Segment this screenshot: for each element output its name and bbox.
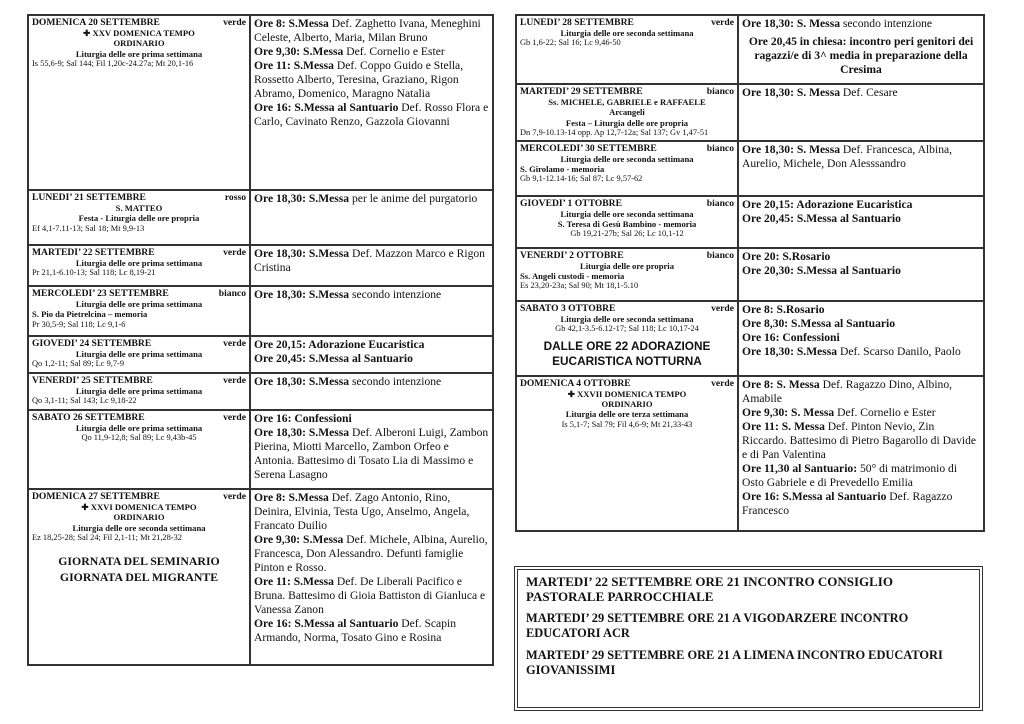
liturgy-line: ✚ XXVII DOMENICA TEMPO	[567, 388, 687, 399]
mass-intention: Def. Cornelio e Ester	[834, 405, 936, 419]
liturgy-line: Liturgia delle ore seconda settimana	[560, 153, 694, 164]
readings-ref: Is 5,1-7; Sal 79; Fil 4,6-9; Mt 21,33-43	[561, 419, 693, 429]
mass-intention: Def. Scarso Danilo, Paolo	[837, 344, 961, 358]
mass-intention: secondo intenzione	[840, 17, 933, 30]
mass-schedule	[738, 376, 984, 531]
day-header	[32, 491, 246, 502]
day-row	[516, 301, 984, 376]
readings-ref: Qo 11,9-12,8; Sal 89; Lc 9,43b-45	[81, 433, 197, 443]
liturgy-line: S. MATTEO	[115, 203, 163, 213]
liturgy-line: Liturgia delle ore prima settimana	[75, 258, 203, 268]
mass-schedule	[250, 373, 493, 410]
liturgy-line: Liturgia delle ore seconda settimana	[72, 522, 206, 533]
readings-ref: Gb 1,6-22; Sal 16; Lc 9,46-50	[520, 38, 621, 48]
day-row	[516, 15, 984, 84]
mass-schedule	[250, 245, 493, 286]
mass-time: Ore 18,30: S. Messa	[742, 17, 840, 30]
day-header	[32, 375, 246, 386]
liturgy-line: S. Teresa di Gesù Bambino - memoria	[557, 219, 697, 230]
mass-entry	[742, 143, 980, 171]
day-info	[516, 376, 738, 531]
event-title: DALLE ORE 22 ADORAZIONE	[543, 339, 711, 354]
day-name: LUNEDI’ 21 SETTEMBRE	[32, 192, 146, 203]
day-info	[516, 301, 738, 376]
liturgy-line: Liturgia delle ore prima settimana	[75, 423, 203, 433]
event-title: GIORNATA DEL MIGRANTE	[59, 569, 219, 584]
day-header	[520, 198, 734, 209]
mass-time: Ore 18,30: S.Messa	[254, 192, 350, 205]
mass-intention: Def. Mazzon Marco e Rigon Cristina	[254, 247, 485, 274]
day-name: GIOVEDI’ 1 OTTOBRE	[520, 197, 622, 209]
memo-line: S. Girolamo - memoria	[520, 164, 605, 175]
day-row	[28, 245, 493, 286]
mass-entry	[742, 303, 980, 317]
liturgy-line: Festa - Liturgia delle ore propria	[78, 213, 200, 224]
mass-entry	[254, 617, 489, 645]
liturgy-line: Liturgia delle ore propria	[580, 260, 674, 271]
calendar-table-left	[27, 14, 494, 666]
day-info	[28, 190, 250, 245]
mass-time: Ore 18,30: S. Messa	[742, 142, 840, 156]
day-name: MERCOLEDI’ 23 SETTEMBRE	[32, 288, 169, 299]
mass-entry	[742, 378, 980, 406]
day-row	[516, 196, 984, 248]
mass-time: Ore 16: Confessioni	[742, 330, 840, 344]
day-header	[520, 17, 734, 28]
mass-entry	[742, 250, 980, 264]
mass-time: Ore 16: S.Messa al Santuario	[742, 489, 887, 503]
liturgical-color: verde	[223, 17, 246, 28]
mass-time: Ore 18,30: S.Messa	[254, 375, 350, 388]
day-name: DOMENICA 27 SETTEMBRE	[32, 491, 160, 502]
day-info	[28, 286, 250, 336]
mass-time: Ore 11: S.Messa	[254, 59, 334, 72]
mass-time: Ore 11,30 al Santuario:	[742, 461, 858, 475]
liturgy-line: ✚ XXV DOMENICA TEMPO	[83, 28, 195, 38]
day-row	[28, 286, 493, 336]
mass-entry	[254, 45, 489, 59]
liturgical-color: bianco	[706, 249, 734, 261]
mass-entry	[742, 331, 980, 345]
day-info	[516, 15, 738, 84]
liturgy-line: ✚ XXVI DOMENICA TEMPO	[81, 502, 197, 512]
mass-time: Ore 18,30: S.Messa	[254, 247, 350, 260]
mass-entry	[254, 247, 489, 275]
day-row	[28, 190, 493, 245]
mass-time: Ore 20,45: S.Messa al Santuario	[254, 352, 413, 365]
liturgical-color: bianco	[706, 142, 734, 154]
mass-entry	[254, 192, 489, 206]
mass-intention: Def. Cornelio e Ester	[343, 45, 445, 58]
liturgical-color: bianco	[706, 197, 734, 209]
mass-time: Ore 11: S. Messa	[742, 419, 825, 433]
mass-intention: Def. Ragazzo Francesco	[742, 489, 953, 517]
notice-text: MARTEDI’ 29 SETTEMBRE ORE 21 A LIMENA INCONTRO EDUCATORI GIOVANISSIMI	[526, 648, 943, 677]
mass-time: Ore 20,30: S.Messa al Santuario	[742, 263, 901, 277]
liturgy-line: Liturgia delle ore prima settimana	[75, 386, 203, 396]
mass-intention: Def. Francesca, Albina, Aurelio, Michele, Don Alesssandro	[742, 142, 953, 170]
day-name: MERCOLEDI’ 30 SETTEMBRE	[520, 142, 657, 154]
day-header	[520, 378, 734, 389]
mass-entry	[742, 198, 980, 212]
day-info	[516, 141, 738, 196]
mass-schedule	[738, 301, 984, 376]
mass-entry	[254, 288, 489, 302]
day-header	[32, 17, 246, 28]
mass-entry	[254, 412, 489, 426]
liturgical-color: bianco	[218, 288, 246, 299]
mass-entry	[254, 375, 489, 389]
day-name: DOMENICA 4 OTTOBRE	[520, 377, 631, 389]
liturgy-line: ORDINARIO	[601, 399, 653, 410]
liturgical-color: verde	[711, 17, 734, 28]
mass-intention: Def. Alberoni Luigi, Zambon Pierina, Miotti Marcello, Zambon Orfeo e Antonia. Battesimo di Tosato Lia di Massimo e Serena Lasagno	[254, 426, 489, 481]
mass-intention: Def. Pinton Nevio, Zin Riccardo. Battesimo di Pietro Bagarollo di Davide e di Pan Valentina	[742, 419, 977, 461]
liturgy-line: Liturgia delle ore seconda settimana	[560, 208, 694, 219]
liturgy-line: Liturgia delle ore seconda settimana	[560, 28, 694, 38]
mass-time: Ore 8: S.Messa	[254, 17, 329, 30]
mass-schedule	[250, 286, 493, 336]
day-info	[516, 84, 738, 141]
day-name: SABATO 26 SETTEMBRE	[32, 412, 145, 423]
mass-time: Ore 8,30: S.Messa al Santuario	[742, 316, 896, 330]
day-header	[32, 338, 246, 349]
day-header	[520, 303, 734, 314]
mass-intention: 50° di matrimonio di Osto Gabriele e di Prevedello Emilia	[742, 461, 958, 489]
mass-schedule	[250, 489, 493, 665]
mass-schedule	[738, 15, 984, 84]
mass-time: Ore 20,15: Adorazione Eucaristica	[254, 338, 425, 351]
mass-entry	[742, 86, 980, 100]
mass-time: Ore 8: S. Messa	[742, 377, 820, 391]
liturgical-color: verde	[223, 247, 246, 258]
event-title: EUCARISTICA NOTTURNA	[552, 354, 702, 369]
mass-entry	[254, 426, 489, 482]
mass-time: Ore 9,30: S. Messa	[742, 405, 835, 419]
mass-time: Ore 18,30: S. Messa	[742, 86, 840, 99]
readings-ref: Qo 3,1-11; Sal 143; Lc 9,18-22	[32, 396, 137, 406]
day-row	[28, 373, 493, 410]
day-name: SABATO 3 OTTOBRE	[520, 302, 616, 314]
mass-entry	[742, 462, 980, 490]
mass-intention: Def. Cesare	[840, 86, 898, 99]
mass-schedule	[738, 141, 984, 196]
mass-entry	[742, 406, 980, 420]
day-info	[28, 373, 250, 410]
day-name: LUNEDI’ 28 SETTEMBRE	[520, 17, 634, 28]
mass-intention: Def. Coppo Guido e Stella, Rossetto Alberto, Teresina, Graziano, Rigon Abramo, Domenico, Maragno Natalia	[254, 59, 464, 100]
memo-line: S. Pio da Pietrelcina – memoria	[32, 309, 148, 320]
liturgy-line: Ss. MICHELE, GABRIELE e RAFFAELE	[548, 97, 706, 107]
mass-entry	[254, 575, 489, 617]
day-row	[516, 376, 984, 531]
liturgy-line: Liturgia delle ore prima settimana	[75, 48, 203, 59]
mass-time: Ore 16: S.Messa al Santuario	[254, 617, 399, 630]
mass-entry	[742, 264, 980, 278]
mass-time: Ore 8: S.Rosario	[742, 302, 825, 316]
readings-ref: Gb 19,21-27b; Sal 26; Lc 10,1-12	[570, 229, 684, 239]
liturgy-line: Arcangeli	[609, 107, 645, 118]
liturgy-line: ORDINARIO	[113, 38, 165, 49]
day-info	[516, 248, 738, 301]
mass-entry	[254, 352, 489, 366]
day-name: GIOVEDI’ 24 SETTEMBRE	[32, 338, 152, 349]
day-info	[28, 489, 250, 665]
mass-intention: Def. Michele, Albina, Aurelio, Francesca, Don Alessandro. Defunti famiglie Pinton e Rosso.	[254, 533, 488, 574]
liturgy-line: Liturgia delle ore prima settimana	[75, 349, 203, 359]
day-header	[520, 143, 734, 154]
mass-schedule	[738, 248, 984, 301]
liturgical-color: verde	[711, 377, 734, 389]
day-info	[516, 196, 738, 248]
mass-schedule	[738, 196, 984, 248]
liturgy-line: Festa – Liturgia delle ore propria	[565, 117, 689, 128]
memo-line: Ss. Angeli custodi - memoria	[520, 271, 625, 282]
mass-entry	[742, 317, 980, 331]
mass-time: Ore 20,45: S.Messa al Santuario	[742, 211, 901, 225]
mass-time: Ore 11: S.Messa	[254, 575, 334, 588]
day-info	[28, 336, 250, 373]
mass-entry	[254, 17, 489, 45]
day-header	[520, 250, 734, 261]
day-header	[32, 288, 246, 299]
mass-intention: Def. Zago Antonio, Rino, Deinira, Elvinia, Testa Ugo, Anselmo, Angela, Francato Duilio	[254, 491, 470, 532]
mass-entry	[742, 345, 980, 359]
mass-schedule	[250, 336, 493, 373]
mass-entry	[254, 491, 489, 533]
mass-intention: per le anime del purgatorio	[349, 192, 478, 205]
day-name: MARTEDI’ 22 SETTEMBRE	[32, 247, 155, 258]
day-header	[32, 247, 246, 258]
mass-schedule	[250, 15, 493, 190]
mass-schedule	[738, 84, 984, 141]
mass-time: Ore 9,30: S.Messa	[254, 45, 344, 58]
mass-schedule	[250, 190, 493, 245]
day-info	[28, 245, 250, 286]
day-name: VENERDI’ 25 SETTEMBRE	[32, 375, 153, 386]
mass-time: Ore 16: Confessioni	[254, 412, 352, 425]
day-header	[520, 86, 734, 97]
notice-box	[517, 569, 980, 708]
mass-intention: secondo intenzione	[349, 288, 442, 301]
notice-text: MARTEDI’ 29 SETTEMBRE ORE 21 A VIGODARZERE INCONTRO EDUCATORI ACR	[526, 611, 909, 640]
mass-time: Ore 9,30: S.Messa	[254, 533, 344, 546]
mass-intention: Def. Zaghetto Ivana, Meneghini Celeste, Alberto, Maria, Milan Bruno	[254, 17, 481, 44]
day-name: MARTEDI’ 29 SETTEMBRE	[520, 86, 643, 97]
mass-entry	[254, 59, 489, 101]
mass-intention: Def. Scapin Armando, Norma, Tosato Gino e Rosina	[254, 617, 457, 644]
day-row	[516, 84, 984, 141]
day-header	[32, 192, 246, 203]
day-name: VENERDI’ 2 OTTOBRE	[520, 249, 624, 261]
mass-time: Ore 20,15: Adorazione Eucaristica	[742, 197, 913, 211]
liturgical-color: verde	[223, 375, 246, 386]
readings-ref: Is 55,6-9; Sal 144; Fil 1,20c-24.27a; Mt 20,1-16	[32, 59, 194, 69]
right-calendar	[515, 14, 985, 532]
mass-time: Ore 20: S.Rosario	[742, 249, 831, 263]
event-title: GIORNATA DEL SEMINARIO	[58, 553, 220, 568]
mass-intention: Def. Ragazzo Dino, Albino, Amabile	[742, 377, 953, 405]
mass-time: Ore 18,30: S.Messa	[742, 344, 838, 358]
mass-intention: Def. De Liberali Pacifico e Bruna. Battesimo di Gioia Battiston di Gianluca e Vanessa Zanon	[254, 575, 486, 616]
liturgical-color: verde	[711, 302, 734, 314]
day-row	[28, 489, 493, 665]
mass-entry	[254, 338, 489, 352]
liturgy-line: Liturgia delle ore seconda settimana	[560, 313, 694, 324]
mass-entry	[742, 420, 980, 462]
mass-entry	[254, 101, 489, 129]
mass-time: Ore 16: S.Messa al Santuario	[254, 101, 399, 114]
readings-ref: Pr 30,5-9; Sal 118; Lc 9,1-6	[32, 319, 126, 329]
day-info	[28, 410, 250, 489]
mass-entry	[254, 533, 489, 575]
liturgical-color: verde	[223, 412, 246, 423]
day-row	[28, 336, 493, 373]
mass-entry	[742, 17, 980, 31]
readings-ref: Dn 7,9-10.13-14 opp. Ap 12,7-12a; Sal 137; Gv 1,47-51	[520, 128, 709, 138]
liturgy-line: Liturgia delle ore terza settimana	[565, 409, 689, 420]
mass-intention: Def. Rosso Flora e Carlo, Cavinato Renzo, Gazzola Giovanni	[254, 101, 489, 128]
day-row	[28, 410, 493, 489]
mass-time: Ore 18,30: S.Messa	[254, 288, 350, 301]
calendar-table-right	[515, 14, 985, 532]
day-header	[32, 412, 246, 423]
readings-ref: Es 23,20-23a; Sal 90; Mt 18,1-5.10	[520, 281, 639, 291]
day-row	[516, 248, 984, 301]
liturgical-color: rosso	[224, 192, 246, 203]
readings-ref: Gb 42,1-3.5-6.12-17; Sal 118; Lc 10,17-24	[555, 324, 699, 334]
readings-ref: Pr 21,1-6.10-13; Sal 118; Lc 8,19-21	[32, 268, 156, 278]
liturgical-color: verde	[223, 491, 246, 502]
readings-ref: Qo 1,2-11; Sal 89; Lc 9,7-9	[32, 359, 125, 369]
mass-time: Ore 18,30: S.Messa	[254, 426, 350, 439]
meeting-note: Ore 20,45 in chiesa: incontro peri genitori dei ragazzi/e di 3^ media in preparazione della Cresima	[748, 35, 974, 76]
mass-entry	[742, 212, 980, 226]
liturgy-line: Liturgia delle ore prima settimana	[75, 299, 203, 309]
mass-entry	[742, 490, 980, 518]
mass-intention: secondo intenzione	[349, 375, 442, 388]
liturgical-color: bianco	[706, 86, 734, 97]
day-row	[28, 15, 493, 190]
day-row	[516, 141, 984, 196]
day-info	[28, 15, 250, 190]
mass-schedule	[250, 410, 493, 489]
notice-text: MARTEDI’ 22 SETTEMBRE ORE 21 INCONTRO CONSIGLIO PASTORALE PARROCCHIALE	[526, 574, 893, 604]
liturgical-color: verde	[223, 338, 246, 349]
liturgy-line: ORDINARIO	[113, 512, 165, 523]
day-name: DOMENICA 20 SETTEMBRE	[32, 17, 160, 28]
mass-time: Ore 8: S.Messa	[254, 491, 329, 504]
readings-ref: Ez 18,25-28; Sal 24; Fil 2,1-11; Mt 21,28-32	[32, 533, 182, 543]
left-calendar	[27, 14, 494, 666]
readings-ref: Ef 4,1-7.11-13; Sal 18; Mt 9,9-13	[32, 223, 145, 233]
readings-ref: Gb 9,1-12.14-16; Sal 87; Lc 9,57-62	[520, 174, 643, 184]
